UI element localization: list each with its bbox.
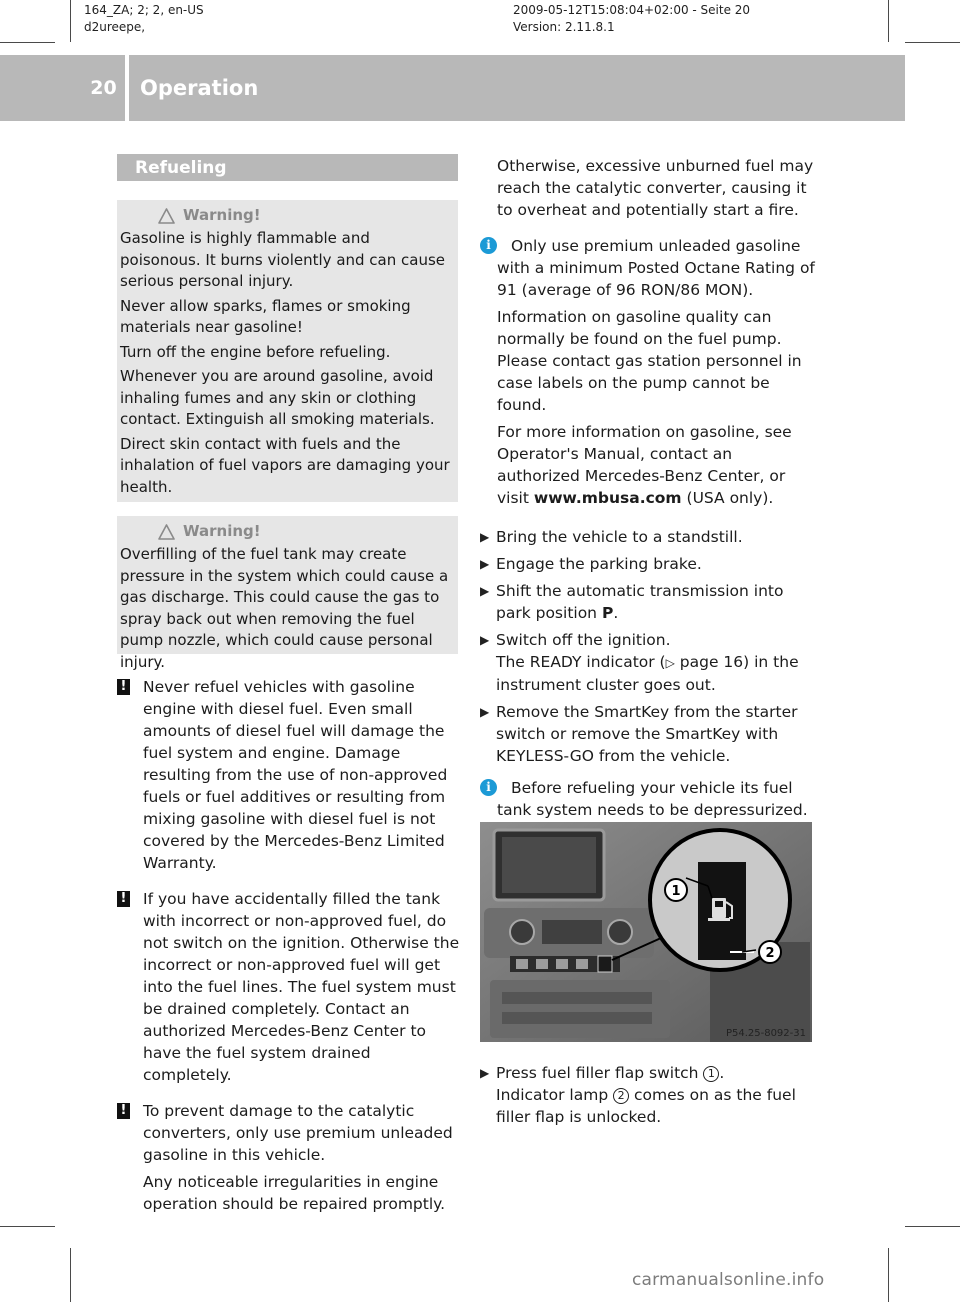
warning-1-paragraph-1: Gasoline is highly flammable and poisonous. It burns violently and can cause serious personal injury.	[120, 229, 446, 290]
warning-1-paragraph-2: Never allow sparks, flames or smoking materials near gasoline!	[120, 296, 411, 336]
crop-mark-bottom-left	[0, 1226, 55, 1227]
step-1	[480, 526, 816, 548]
step-2	[480, 553, 816, 575]
caution-note-3	[117, 1100, 461, 1215]
print-meta-left	[84, 2, 204, 36]
caution-icon: !	[117, 1103, 130, 1119]
step-arrow-icon: ▶	[480, 1066, 490, 1080]
step-6-post: .	[719, 1064, 725, 1082]
warning-title-text-1: Warning!	[183, 206, 261, 225]
warning-title-1	[120, 206, 452, 226]
step-1-text: Bring the vehicle to a standstill.	[496, 528, 743, 546]
caution-note-1	[117, 676, 461, 874]
warning-2-paragraph-1: Overfilling of the fuel tank may create pressure in the system which could cause a gas discharge. This could cause the gas to spray back out when removing the fuel pump nozzle, which could cause personal injury.	[120, 545, 449, 671]
caution-note-2	[117, 888, 461, 1086]
step-3-end: .	[613, 604, 619, 622]
step-arrow-icon: ▶	[480, 557, 490, 571]
step-6-line-2	[496, 1084, 816, 1128]
right-top-text	[480, 155, 816, 523]
step-6-l2-pre: Indicator lamp	[496, 1086, 614, 1104]
continuation-paragraph: Otherwise, excessive unburned fuel may reach the catalytic converter, causing it to overheat and potentially start a fire.	[497, 157, 814, 219]
info-note-2	[480, 777, 816, 821]
page-reference-icon[interactable]: ▷	[665, 656, 675, 670]
crop-mark-bottom-right	[905, 1226, 960, 1227]
crop-mark-bottom-right-v	[888, 1248, 889, 1302]
warning-title-2	[120, 522, 452, 542]
crop-mark-top-right	[905, 42, 960, 43]
info-1-paragraph-1	[497, 235, 816, 301]
caution-note-1-text: Never refuel vehicles with gasoline engine with diesel fuel. Even small amounts of diesel fuel will damage the fuel system and engine. Damage resulting from the use of non-approved fuels or fuel additives or resulting from mixing gasoline with diesel fuel is not covered by the Mercedes-Benz Limited Warranty.	[143, 678, 448, 872]
info-2-text	[497, 777, 816, 821]
left-notes	[117, 676, 461, 1229]
info-icon: i	[480, 779, 497, 796]
print-meta-right	[513, 2, 750, 36]
figure-callout-2: 2	[765, 946, 775, 961]
crop-mark-top-left	[0, 42, 55, 43]
final-step	[480, 1062, 816, 1133]
info-2-text-span: Before refueling your vehicle its fuel tank system needs to be depressurized.	[497, 779, 808, 819]
step-5-text: Remove the SmartKey from the starter switch or remove the SmartKey with KEYLESS-GO from the vehicle.	[496, 703, 798, 765]
warning-1-paragraph-5: Direct skin contact with fuels and the inhalation of fuel vapors are damaging your health.	[120, 434, 450, 496]
figure-code: P54.25-8092-31	[725, 1028, 806, 1039]
warning-box-2	[117, 516, 458, 671]
warning-box-1	[117, 200, 458, 502]
crop-mark-top-right-v	[888, 0, 889, 42]
caution-icon: !	[117, 679, 130, 695]
figure-callout-1: 1	[671, 884, 681, 899]
step-5	[480, 701, 816, 767]
site-watermark: carmanualsonline.info	[632, 1270, 825, 1290]
meta-version: Version: 2.11.8.1	[513, 20, 615, 34]
page-number: 20	[90, 77, 117, 99]
info-icon: i	[480, 237, 497, 254]
step-6-pre: Press fuel filler flap switch	[496, 1064, 704, 1082]
warning-triangle-icon	[158, 208, 175, 224]
info-1-p3-text: For more information on gasoline, see Operator's Manual, contact an authorized Mercedes-Benz Center, or visit	[497, 423, 792, 507]
meta-doc-id: 164_ZA; 2; 2, en-US	[84, 3, 204, 17]
header-divider	[125, 55, 129, 121]
section-heading: Refueling	[117, 154, 458, 181]
info-note-1	[480, 235, 816, 509]
warning-triangle-icon	[158, 524, 175, 540]
step-arrow-icon: ▶	[480, 584, 490, 598]
callout-2-ref: 2	[613, 1088, 629, 1104]
warning-1-paragraph-3: Turn off the engine before refueling.	[120, 342, 391, 361]
step-4-pre: The READY indicator (	[496, 653, 666, 671]
step-6-line-1	[496, 1062, 816, 1084]
caution-note-3-text-1: To prevent damage to the catalytic converters, only use premium unleaded gasoline in this vehicle.	[143, 1102, 453, 1164]
meta-timestamp: 2009-05-12T15:08:04+02:00 - Seite 20	[513, 3, 751, 17]
callout-1-ref: 1	[703, 1066, 719, 1082]
center-console-image	[480, 822, 812, 1042]
crop-mark-top-left-v	[70, 0, 71, 42]
warning-title-text-2: Warning!	[183, 522, 261, 541]
info-1-paragraph-2: Information on gasoline quality can normally be found on the fuel pump. Please contact gas station personnel in case labels on the pump cannot be found.	[497, 308, 802, 414]
step-4	[480, 629, 816, 696]
crop-mark-bottom-left-v	[70, 1248, 71, 1302]
park-position-label: P	[601, 604, 614, 622]
fuel-switch-photo	[480, 822, 812, 1042]
step-6	[480, 1062, 816, 1128]
step-3	[480, 580, 816, 624]
meta-doc-code: d2ureepe,	[84, 20, 146, 34]
step-3-text: Shift the automatic transmission into park position	[496, 582, 784, 622]
mbusa-link[interactable]: www.mbusa.com	[533, 489, 682, 507]
info-1-p1-text: Only use premium unleaded gasoline with a minimum Posted Octane Rating of 91 (average of 96 RON/86 MON).	[497, 237, 815, 299]
step-6-l2-post: comes on as the fuel filler flap is unlocked.	[496, 1086, 796, 1126]
step-arrow-icon: ▶	[480, 705, 490, 719]
step-2-text: Engage the parking brake.	[496, 555, 702, 573]
procedure-steps	[480, 526, 816, 835]
header-band	[0, 55, 905, 121]
warning-1-paragraph-4: Whenever you are around gasoline, avoid inhaling fumes and any skin or clothing contact. Extinguish all smoking materials.	[120, 367, 435, 428]
step-4-line-1: Switch off the ignition.	[496, 631, 671, 649]
step-4-line-2	[496, 651, 816, 696]
info-1-url-suffix: (USA only).	[681, 489, 774, 507]
step-arrow-icon: ▶	[480, 530, 490, 544]
info-1-paragraph-3	[497, 421, 816, 509]
caution-note-3-text-2: Any noticeable irregularities in engine operation should be repaired promptly.	[143, 1173, 446, 1213]
caution-note-2-text: If you have accidentally filled the tank with incorrect or non-approved fuel, do not switch on the ignition. Otherwise the incorrect or non-approved fuel will get into the fuel lines. The fuel system must be drained completely. Contact an authorized Mercedes-Benz Center to have the fuel system drained completely.	[143, 890, 460, 1084]
step-arrow-icon: ▶	[480, 633, 490, 647]
chapter-title: Operation	[140, 76, 259, 100]
caution-icon: !	[117, 891, 130, 907]
step-4-post: page 16) in the instrument cluster goes out.	[496, 653, 799, 694]
